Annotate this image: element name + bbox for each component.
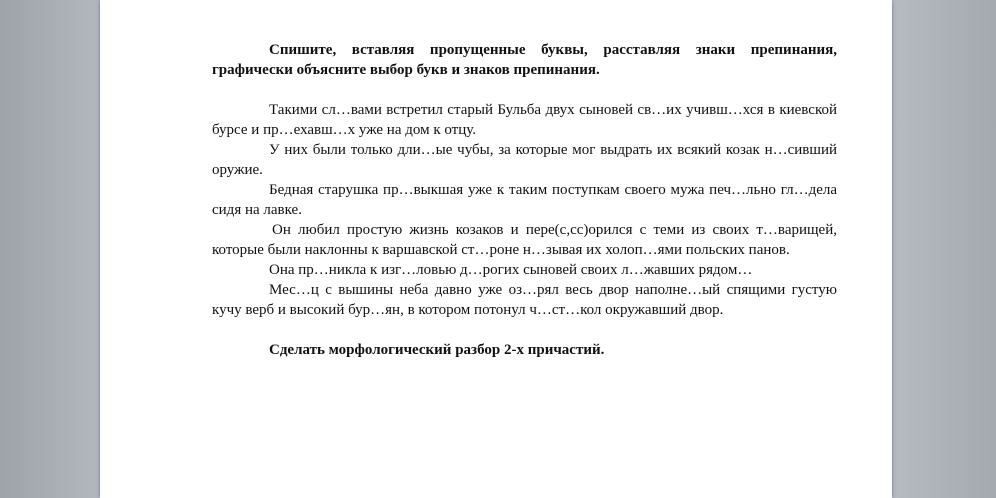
paragraph-4: Он любил простую жизнь козаков и пере(с,сс)орился с теми из своих т…варищей, которые были наклонны к варшавской ст…роне н…зывая их холоп…ями польских панов. [212,222,837,258]
document-page[interactable] [100,0,892,498]
paragraph-5: Она пр…никла к изг…ловью д…рогих сыновей своих л…жавших рядом… [269,262,753,278]
paragraph-6: Мес…ц с вышины неба давно уже оз…рял весь двор наполне…ый спящими густую кучу верб и высокий бур…ян, в котором потонул ч…ст…кол окружавший двор. [212,282,837,318]
final-task: Сделать морфологический разбор 2-х причастий. [269,342,605,358]
blank-line [212,80,837,100]
task-heading: Спишите, вставляя пропущенные буквы, расставляя знаки препинания, графически объясните выбор букв и знаков препинания. [212,42,837,78]
paragraph-2: У них были только дли…ые чубы, за которые мог выдрать их всякий козак н…сивший оружие. [212,142,837,178]
workspace-background-right [892,0,996,498]
paragraph-1: Такими сл…вами встретил старый Бульба двух сыновей св…их учивш…хся в киевской бурсе и пр…ехавш…х уже на дом к отцу. [212,102,837,138]
document-body [212,40,837,360]
workspace-background-left [0,0,100,498]
paragraph-3: Бедная старушка пр…выкшая уже к таким поступкам своего мужа печ…льно гл…дела сидя на лавке. [212,182,837,218]
